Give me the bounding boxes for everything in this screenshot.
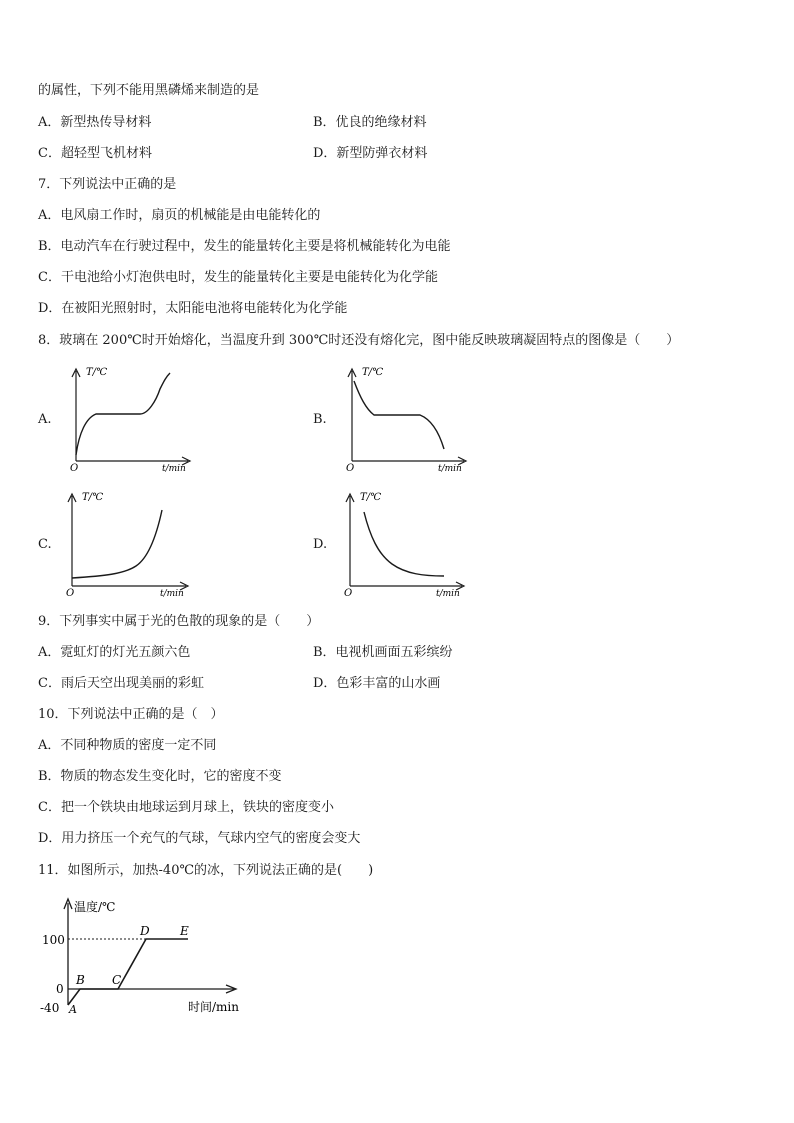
- y-axis-label: 温度/℃: [74, 900, 116, 914]
- heating-curve: [68, 939, 188, 1005]
- curve-a: [76, 373, 170, 455]
- x-axis-label: t/min: [436, 589, 460, 599]
- tick-minus-40: -40: [40, 1001, 60, 1015]
- q9-option-b: B．电视机画面五彩缤纷: [313, 645, 453, 660]
- q6-stem-tail: 的属性，下列不能用黑磷烯来制造的是: [38, 83, 260, 98]
- origin-label: O: [346, 463, 355, 474]
- curve-d: [364, 512, 444, 576]
- tick-100: 100: [42, 933, 65, 947]
- x-axis-label: t/min: [162, 464, 186, 474]
- x-axis-label: t/min: [160, 589, 184, 599]
- q8-graph-d: [340, 488, 470, 598]
- q10-option-c: C．把一个铁块由地球运到月球上，铁块的密度变小: [38, 800, 334, 815]
- y-axis-label: T/℃: [362, 367, 384, 378]
- q7-option-d: D．在被阳光照射时，太阳能电池将电能转化为化学能: [38, 301, 348, 316]
- q6-option-c: C．超轻型飞机材料: [38, 146, 152, 161]
- q11-temperature-graph: [38, 895, 248, 1020]
- origin-label: O: [344, 588, 353, 599]
- y-axis-label: T/℃: [86, 367, 108, 378]
- point-b-label: B: [76, 973, 85, 987]
- point-d-label: D: [140, 924, 150, 938]
- curve-b: [354, 381, 444, 449]
- q8-graph-a: [64, 363, 194, 473]
- q8-option-c-label: C.: [38, 537, 52, 552]
- q8-option-d-label: D.: [313, 537, 328, 552]
- tick-0: 0: [56, 982, 64, 996]
- q8-graph-c: [64, 488, 194, 598]
- q7-option-b: B．电动汽车在行驶过程中，发生的能量转化主要是将机械能转化为电能: [38, 239, 451, 254]
- q8-stem: 8．玻璃在 200℃时开始熔化，当温度升到 300℃时还没有熔化完，图中能反映玻璃凝固特点的图像是（ ）: [38, 333, 680, 348]
- q9-stem: 9．下列事实中属于光的色散的现象的是（ ）: [38, 614, 320, 629]
- q9-option-d: D．色彩丰富的山水画: [313, 676, 441, 691]
- q6-option-b: B．优良的绝缘材料: [313, 115, 427, 130]
- q10-stem: 10．下列说法中正确的是（ ）: [38, 707, 224, 722]
- q6-option-d: D．新型防弹衣材料: [313, 146, 428, 161]
- q8-graph-b: [340, 363, 470, 473]
- origin-label: O: [66, 588, 75, 599]
- x-axis-label: t/min: [438, 464, 462, 474]
- q10-option-d: D．用力挤压一个充气的气球，气球内空气的密度会变大: [38, 831, 361, 846]
- q10-option-a: A．不同种物质的密度一定不同: [38, 738, 217, 753]
- q10-option-b: B．物质的物态发生变化时，它的密度不变: [38, 769, 282, 784]
- y-axis-label: T/℃: [82, 492, 104, 503]
- q7-stem: 7．下列说法中正确的是: [38, 177, 177, 192]
- q6-option-a: A．新型热传导材料: [38, 115, 152, 130]
- q11-stem: 11．如图所示，加热-40℃的冰，下列说法正确的是( ): [38, 863, 374, 878]
- q9-option-c: C．雨后天空出现美丽的彩虹: [38, 676, 204, 691]
- point-e-label: E: [180, 924, 189, 938]
- point-a-label: A: [69, 1003, 77, 1016]
- point-c-label: C: [112, 973, 122, 987]
- q7-option-c: C．干电池给小灯泡供电时，发生的能量转化主要是电能转化为化学能: [38, 270, 438, 285]
- x-axis-label: 时间/min: [188, 1000, 239, 1014]
- q8-option-b-label: B.: [313, 412, 327, 427]
- origin-label: O: [70, 463, 79, 474]
- q7-option-a: A．电风扇工作时，扇页的机械能是由电能转化的: [38, 208, 321, 223]
- q8-option-a-label: A.: [38, 412, 52, 427]
- y-axis-label: T/℃: [360, 492, 382, 503]
- curve-c: [72, 510, 162, 578]
- q9-option-a: A．霓虹灯的灯光五颜六色: [38, 645, 191, 660]
